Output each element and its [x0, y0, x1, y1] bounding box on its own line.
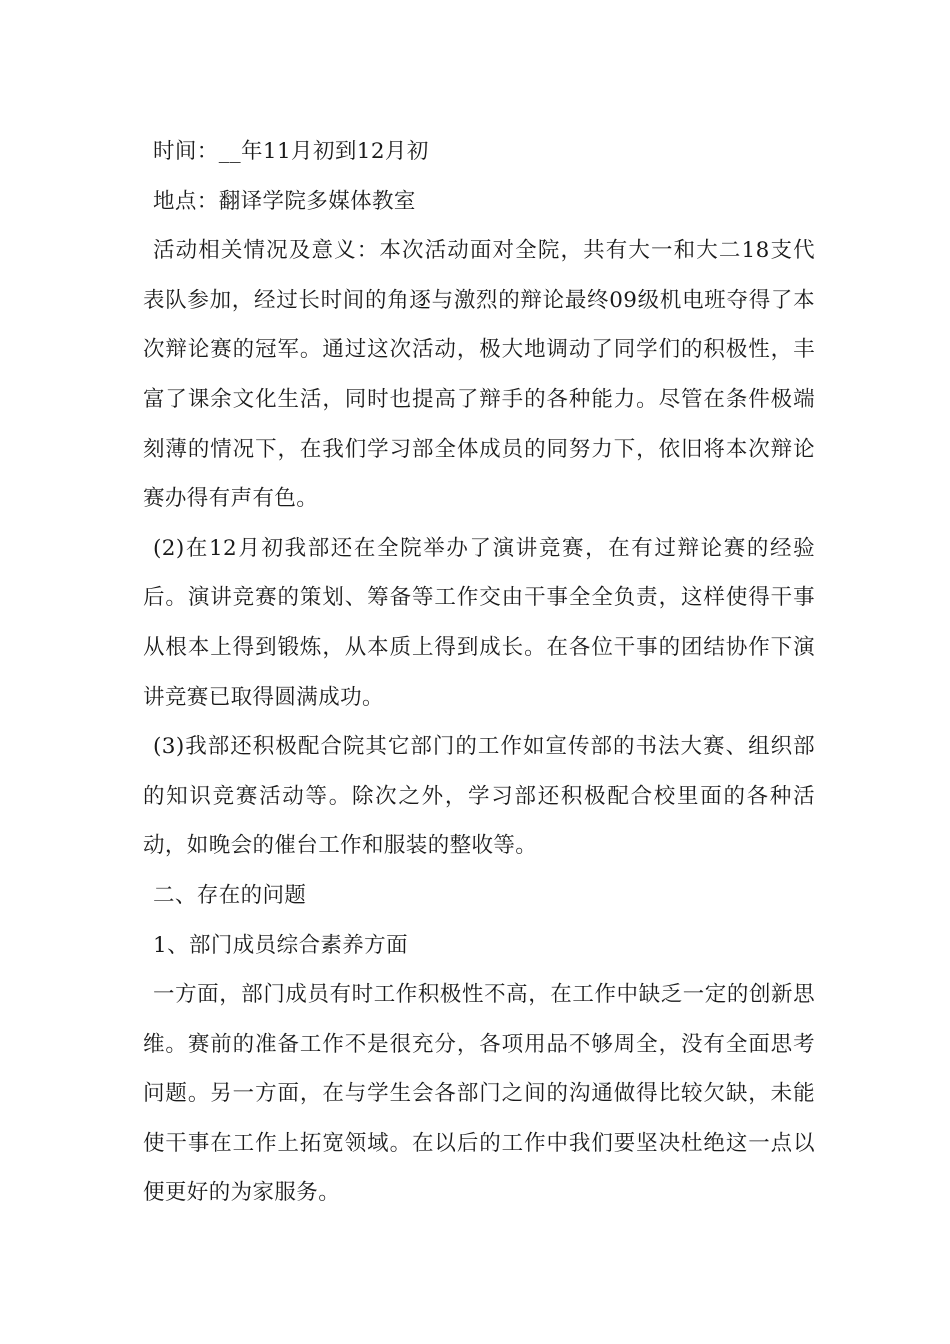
- paragraph-time: 时间：__年11月初到12月初: [153, 139, 429, 164]
- document-body: [143, 127, 815, 1218]
- section-heading-problems: 二、存在的问题: [153, 882, 307, 908]
- subheading-member-quality: 1、部门成员综合素养方面: [153, 932, 408, 958]
- paragraph-problems-detail: 一方面，部门成员有时工作积极性不高，在工作中缺乏一定的创新思维。赛前的准备工作不是很充分，各项用品不够周全，没有全面思考问题。另一方面，在与学生会各部门之间的沟通做得比较欠缺，未能使干事在工作上拓宽领域。在以后的工作中我们要坚决杜绝这一点以便更好的为家服务。: [143, 982, 815, 1206]
- paragraph-activity-significance: 活动相关情况及意义：本次活动面对全院，共有大一和大二18支代表队参加，经过长时间的角逐与激烈的辩论最终09级机电班夺得了本次辩论赛的冠军。通过这次活动，极大地调动了同学们的积极性，丰富了课余文化生活，同时也提高了辩手的各种能力。尽管在条件极端刻薄的情况下，在我们学习部全体成员的同努力下，依旧将本次辩论赛办得有声有色。: [143, 238, 815, 512]
- paragraph-location: 地点：翻译学院多媒体教室: [153, 188, 416, 214]
- paragraph-speech-contest: (2)在12月初我部还在全院举办了演讲竞赛，在有过辩论赛的经验后。演讲竞赛的策划、筹备等工作交由干事全全负责，这样使得干事从根本上得到锻炼，从本质上得到成长。在各位干事的团结协作下演讲竞赛已取得圆满成功。: [143, 535, 815, 710]
- paragraph-cooperation: (3)我部还积极配合院其它部门的工作如宣传部的书法大赛、组织部的知识竞赛活动等。除次之外，学习部还积极配合校里面的各种活动，如晚会的催台工作和服装的整收等。: [143, 734, 815, 859]
